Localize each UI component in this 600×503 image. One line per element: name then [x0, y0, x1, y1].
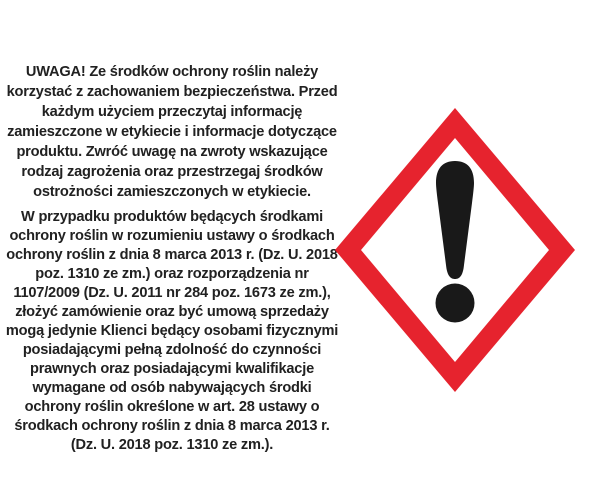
notice-line: rodzaj zagrożenia oraz przestrzegaj środków [21, 164, 323, 180]
notice-line: mogą jedynie Klienci będący osobami fizycznymi [5, 323, 339, 339]
notice-line: (Dz. U. 2018 poz. 1310 ze zm.). [70, 437, 274, 453]
notice-line: środkach ochrony roślin z dnia 8 marca 2013 r. [14, 418, 330, 434]
exclamation-dot [436, 284, 475, 323]
notice-line: ostrożności zamieszczonych w etykiecie. [33, 184, 311, 200]
ghs07-exclamation-mark-icon [330, 103, 580, 397]
notice-line: ochrony roślin określone w art. 28 ustawy o [24, 399, 320, 415]
notice-line: korzystać z zachowaniem bezpieczeństwa. Przed [6, 84, 338, 100]
notice-line: posiadającymi pełną zdolność do czynności [22, 342, 322, 358]
notice-line: każdym użyciem przeczytaj informację [41, 104, 303, 120]
notice-line: ochrony roślin w rozumieniu ustawy o środkach [9, 228, 335, 244]
warning-paragraph-2 [2, 208, 342, 455]
notice-line: wymagane od osób nabywających środki [32, 380, 312, 396]
notice-line: złożyć zamówienie oraz być umową sprzedaży [15, 304, 329, 320]
notice-line: zamieszczone w etykiecie i informacje dotyczące [7, 124, 337, 140]
notice-line: poz. 1310 ze zm.) oraz rozporządzenia nr [35, 266, 309, 282]
notice-line: produktu. Zwróć uwagę na zwroty wskazujące [16, 144, 328, 160]
notice-line: 1107/2009 (Dz. U. 2011 nr 284 poz. 1673 ze zm.), [13, 285, 331, 301]
notice-line: ochrony roślin z dnia 8 marca 2013 r. (Dz. U. 2018 [6, 247, 338, 263]
warning-text-block [2, 62, 342, 455]
warning-paragraph-1 [2, 62, 342, 202]
notice-line: W przypadku produktów będących środkami [21, 209, 323, 225]
notice-line: prawnych oraz posiadającymi kwalifikacje [29, 361, 314, 377]
notice-line: UWAGA! Ze środków ochrony roślin należy [25, 64, 319, 80]
